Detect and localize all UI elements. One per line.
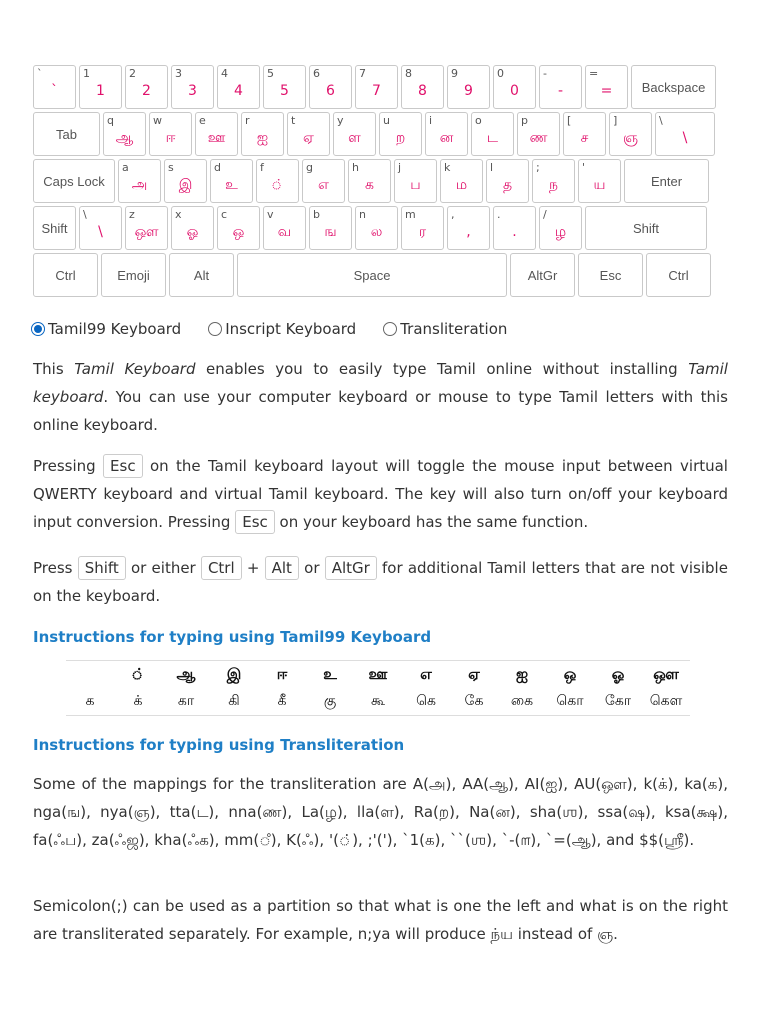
- key-n[interactable]: n ல: [355, 206, 398, 250]
- tamil99-vowel-table: [66, 660, 690, 716]
- radio-checked-icon[interactable]: [31, 322, 45, 336]
- key-b[interactable]: b ங: [309, 206, 352, 250]
- key-alt[interactable]: Alt: [169, 253, 234, 297]
- key-w[interactable]: w ஈ: [149, 112, 192, 156]
- key-t[interactable]: t ஏ: [287, 112, 330, 156]
- shift-paragraph: Press Shift or either Ctrl + Alt or AltGr for additional Tamil letters that are not visible on the keyboard.: [33, 554, 728, 610]
- key-8[interactable]: 8 8: [401, 65, 444, 109]
- key-intl-backslash[interactable]: \ \: [79, 206, 122, 250]
- key-1[interactable]: 1 1: [79, 65, 122, 109]
- keyboard-row-4: [33, 206, 723, 250]
- kbd-altgr: AltGr: [325, 556, 377, 580]
- key-v[interactable]: v வ: [263, 206, 306, 250]
- kbd-esc: Esc: [103, 454, 143, 478]
- key-left-bracket[interactable]: [ ச: [563, 112, 606, 156]
- kbd-alt: Alt: [265, 556, 299, 580]
- key-minus[interactable]: - -: [539, 65, 582, 109]
- key-enter[interactable]: Enter: [624, 159, 709, 203]
- key-e[interactable]: e ஊ: [195, 112, 238, 156]
- radio-transliteration[interactable]: Transliteration: [383, 320, 507, 338]
- key-altgr[interactable]: AltGr: [510, 253, 575, 297]
- key-2[interactable]: 2 2: [125, 65, 168, 109]
- radio-inscript[interactable]: Inscript Keyboard: [208, 320, 356, 338]
- key-m[interactable]: m ர: [401, 206, 444, 250]
- key-4[interactable]: 4 4: [217, 65, 260, 109]
- keyboard-row-2: [33, 112, 723, 156]
- key-x[interactable]: x ஓ: [171, 206, 214, 250]
- key-right-bracket[interactable]: ] ஞ: [609, 112, 652, 156]
- key-emoji[interactable]: Emoji: [101, 253, 166, 297]
- key-z[interactable]: z ஔ: [125, 206, 168, 250]
- key-quote[interactable]: ' ய: [578, 159, 621, 203]
- key-7[interactable]: 7 7: [355, 65, 398, 109]
- key-c[interactable]: c ஒ: [217, 206, 260, 250]
- key-ctrl-right[interactable]: Ctrl: [646, 253, 711, 297]
- intro-paragraph: This Tamil Keyboard enables you to easily type Tamil online without installing Tamil keyboard. You can use your computer keyboard or mouse to type Tamil letters with this online keyboard.: [33, 360, 728, 434]
- key-tab[interactable]: Tab: [33, 112, 100, 156]
- key-shift-left[interactable]: Shift: [33, 206, 76, 250]
- key-q[interactable]: q ஆ: [103, 112, 146, 156]
- semicolon-paragraph: Semicolon(;) can be used as a partition so that what is one the left and what is on the right are transliterated separately. For example, n;ya will produce ந்ய instead of ஞ.: [33, 897, 728, 943]
- kbd-esc: Esc: [235, 510, 275, 534]
- key-backspace[interactable]: Backspace: [631, 65, 716, 109]
- key-ctrl-left[interactable]: Ctrl: [33, 253, 98, 297]
- key-shift-right[interactable]: Shift: [585, 206, 707, 250]
- key-9[interactable]: 9 9: [447, 65, 490, 109]
- key-f[interactable]: f ்: [256, 159, 299, 203]
- key-slash[interactable]: / ழ: [539, 206, 582, 250]
- key-3[interactable]: 3 3: [171, 65, 214, 109]
- key-5[interactable]: 5 5: [263, 65, 306, 109]
- key-0[interactable]: 0 0: [493, 65, 536, 109]
- keyboard-row-5: [33, 253, 723, 297]
- key-period[interactable]: . .: [493, 206, 536, 250]
- key-y[interactable]: y ள: [333, 112, 376, 156]
- key-l[interactable]: l த: [486, 159, 529, 203]
- key-j[interactable]: j ப: [394, 159, 437, 203]
- key-space[interactable]: Space: [237, 253, 507, 297]
- radio-tamil99[interactable]: Tamil99 Keyboard: [31, 320, 181, 338]
- key-o[interactable]: o ட: [471, 112, 514, 156]
- key-6[interactable]: 6 6: [309, 65, 352, 109]
- key-a[interactable]: a அ: [118, 159, 161, 203]
- key-g[interactable]: g எ: [302, 159, 345, 203]
- key-r[interactable]: r ஐ: [241, 112, 284, 156]
- key-caps-lock[interactable]: Caps Lock: [33, 159, 115, 203]
- layout-radio-group: [31, 320, 534, 338]
- keyboard-row-1: [33, 65, 723, 109]
- heading-tamil99-instructions: Instructions for typing using Tamil99 Keyboard: [33, 628, 432, 646]
- key-semicolon[interactable]: ; ந: [532, 159, 575, 203]
- key-i[interactable]: i ன: [425, 112, 468, 156]
- key-h[interactable]: h க: [348, 159, 391, 203]
- key-esc[interactable]: Esc: [578, 253, 643, 297]
- key-backtick[interactable]: ` `: [33, 65, 76, 109]
- key-equals[interactable]: = =: [585, 65, 628, 109]
- keyboard-row-3: [33, 159, 723, 203]
- key-u[interactable]: u ற: [379, 112, 422, 156]
- heading-transliteration-instructions: Instructions for typing using Transliteration: [33, 736, 405, 754]
- key-d[interactable]: d உ: [210, 159, 253, 203]
- key-comma[interactable]: , ,: [447, 206, 490, 250]
- kbd-ctrl: Ctrl: [201, 556, 242, 580]
- virtual-keyboard: [33, 65, 723, 300]
- key-s[interactable]: s இ: [164, 159, 207, 203]
- kbd-shift: Shift: [78, 556, 126, 580]
- esc-paragraph: Pressing Esc on the Tamil keyboard layout will toggle the mouse input between virtual QWERTY keyboard and virtual Tamil keyboard. The key will also turn on/off your keyboard input conversion. Pressing Esc on your keyboard has the same function.: [33, 452, 728, 536]
- key-p[interactable]: p ண: [517, 112, 560, 156]
- transliteration-paragraph: Some of the mappings for the transliteration are A(அ), AA(ஆ), AI(ஐ), AU(ஔ), k(க்), ka(க), nga(ங), nya(ஞ), tta(ட), nna(ண), La(ழ), lla(ள), Ra(ற), Na(ன), sha(ஶ), ssa(ஷ), ksa(க்ஷ), fa(ஃப), za(ஃஜ), kha(ஃக), mm(ஂ), K(ஃ), '(்), ;'('), `1(க), ``(ஶ), `-(௱), `=(ஆ), and $$(ஸ்ரீ).: [33, 775, 728, 849]
- radio-unchecked-icon[interactable]: [383, 322, 397, 336]
- table-row: க க் கா கி கீ கு கூ கெ கே கை கொ கோ கௌ: [85, 692, 683, 709]
- key-backslash[interactable]: \ \: [655, 112, 715, 156]
- key-k[interactable]: k ம: [440, 159, 483, 203]
- radio-unchecked-icon[interactable]: [208, 322, 222, 336]
- table-row: ் ஆ இ ஈ உ ஊ எ ஏ ஐ ஒ ஓ ஔ: [131, 664, 679, 683]
